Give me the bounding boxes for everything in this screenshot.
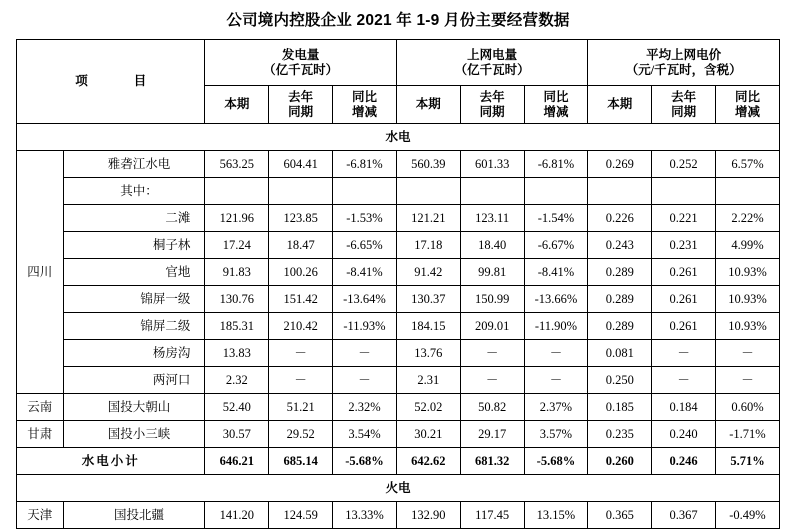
- row-name: 国投小三峡: [63, 421, 205, 448]
- row-value: 642.62: [396, 448, 460, 475]
- header-price-change-line1: 同比: [734, 90, 760, 105]
- row-value: 52.40: [205, 394, 269, 421]
- row-value: 29.52: [269, 421, 333, 448]
- row-value: 91.83: [205, 259, 269, 286]
- row-value: 0.60%: [716, 394, 780, 421]
- table-row: [17, 286, 780, 313]
- row-value: 5.71%: [716, 448, 780, 475]
- row-value: 2.31: [396, 367, 460, 394]
- header-price-change-line2: 增减: [734, 104, 760, 119]
- header-gen-change-line1: 同比: [351, 90, 377, 105]
- row-value: 18.40: [460, 232, 524, 259]
- page-title: 公司境内控股企业 2021 年 1-9 月份主要经营数据: [226, 12, 570, 29]
- row-name: 国投北疆: [63, 502, 205, 529]
- table-row: [17, 421, 780, 448]
- header-ongrid-change: [524, 86, 588, 124]
- row-value: －: [524, 367, 588, 394]
- table-row: [17, 232, 780, 259]
- row-value: 0.367: [652, 502, 716, 529]
- row-value: －: [652, 340, 716, 367]
- row-value: [716, 178, 780, 205]
- row-value: 2.37%: [524, 394, 588, 421]
- row-value: －: [333, 367, 397, 394]
- table-row: [17, 502, 780, 529]
- row-value: 0.365: [588, 502, 652, 529]
- row-value: -13.66%: [524, 286, 588, 313]
- row-value: 0.185: [588, 394, 652, 421]
- row-value: 685.14: [269, 448, 333, 475]
- row-value: 0.246: [652, 448, 716, 475]
- row-value: 0.260: [588, 448, 652, 475]
- row-value: 52.02: [396, 394, 460, 421]
- table-row: [17, 394, 780, 421]
- header-group-ongrid-line1: 上网电量: [467, 48, 518, 63]
- row-value: [333, 178, 397, 205]
- header-item: 项 目: [17, 40, 205, 124]
- row-value: 150.99: [460, 286, 524, 313]
- row-value: 0.231: [652, 232, 716, 259]
- row-province: 云南: [17, 394, 64, 421]
- row-value: 130.37: [396, 286, 460, 313]
- row-value: 0.226: [588, 205, 652, 232]
- row-value: 0.261: [652, 259, 716, 286]
- row-name: 水电小计: [17, 448, 205, 475]
- row-value: 51.21: [269, 394, 333, 421]
- header-group-ongrid: [396, 40, 587, 86]
- row-value: 0.243: [588, 232, 652, 259]
- row-value: 2.32%: [333, 394, 397, 421]
- row-value: -5.68%: [524, 448, 588, 475]
- row-name: 锦屏一级: [63, 286, 205, 313]
- section-label: 水电: [17, 124, 780, 151]
- row-value: -1.54%: [524, 205, 588, 232]
- row-value: 0.289: [588, 286, 652, 313]
- row-value: 0.289: [588, 259, 652, 286]
- row-value: 184.15: [396, 313, 460, 340]
- row-value: 141.20: [205, 502, 269, 529]
- header-ongrid-lastyear-line1: 去年: [479, 90, 505, 105]
- row-value: 123.85: [269, 205, 333, 232]
- row-value: [396, 178, 460, 205]
- row-value: -0.49%: [716, 502, 780, 529]
- row-value: 209.01: [460, 313, 524, 340]
- row-value: 2.22%: [716, 205, 780, 232]
- header-group-price: [588, 40, 780, 86]
- header-group-ongrid-line2: （亿千瓦时）: [454, 62, 530, 77]
- header-ongrid-current: [396, 86, 460, 124]
- header-gen-current-line1: 本期: [224, 97, 250, 112]
- row-value: 10.93%: [716, 286, 780, 313]
- row-value: 13.33%: [333, 502, 397, 529]
- header-group-price-line2: （元/千瓦时，含税）: [625, 62, 742, 77]
- row-value: 0.081: [588, 340, 652, 367]
- row-name: 桐子林: [63, 232, 205, 259]
- table-row: [17, 313, 780, 340]
- table-row: [17, 151, 780, 178]
- header-gen-lastyear: [269, 86, 333, 124]
- row-value: 50.82: [460, 394, 524, 421]
- row-value: 0.252: [652, 151, 716, 178]
- operating-data-table: [16, 39, 780, 529]
- header-group-price-line1: 平均上网电价: [646, 48, 722, 63]
- row-value: 10.93%: [716, 259, 780, 286]
- row-value: 0.269: [588, 151, 652, 178]
- row-value: －: [716, 367, 780, 394]
- row-value: 132.90: [396, 502, 460, 529]
- header-ongrid-change-line2: 增减: [543, 104, 569, 119]
- row-value: -1.53%: [333, 205, 397, 232]
- row-value: [524, 178, 588, 205]
- row-name: 其中：: [63, 178, 205, 205]
- row-value: -6.81%: [524, 151, 588, 178]
- row-value: 10.93%: [716, 313, 780, 340]
- table-body: [17, 124, 780, 529]
- row-province: 四川: [17, 151, 64, 394]
- header-group-generation-line2: （亿千瓦时）: [263, 62, 339, 77]
- row-value: 121.21: [396, 205, 460, 232]
- row-name: 两河口: [63, 367, 205, 394]
- header-row-groups: [17, 40, 780, 86]
- header-gen-change: [333, 86, 397, 124]
- row-value: 3.57%: [524, 421, 588, 448]
- row-value: 0.184: [652, 394, 716, 421]
- header-price-change: [716, 86, 780, 124]
- row-value: -11.93%: [333, 313, 397, 340]
- row-value: 0.221: [652, 205, 716, 232]
- row-value: 123.11: [460, 205, 524, 232]
- header-gen-lastyear-line2: 同期: [288, 104, 314, 119]
- row-value: 2.32: [205, 367, 269, 394]
- table-row: [17, 340, 780, 367]
- header-gen-lastyear-line1: 去年: [288, 90, 314, 105]
- row-name: 二滩: [63, 205, 205, 232]
- row-name: 杨房沟: [63, 340, 205, 367]
- header-price-current: [588, 86, 652, 124]
- row-value: －: [269, 367, 333, 394]
- row-value: 30.57: [205, 421, 269, 448]
- row-value: 99.81: [460, 259, 524, 286]
- row-value: 210.42: [269, 313, 333, 340]
- header-group-generation: [205, 40, 396, 86]
- row-value: [588, 178, 652, 205]
- header-group-generation-line1: 发电量: [281, 48, 320, 63]
- row-name: 官地: [63, 259, 205, 286]
- row-value: 4.99%: [716, 232, 780, 259]
- table-header: [17, 40, 780, 124]
- row-value: 18.47: [269, 232, 333, 259]
- row-value: 0.289: [588, 313, 652, 340]
- row-province: 天津: [17, 502, 64, 529]
- row-value: 151.42: [269, 286, 333, 313]
- row-value: 563.25: [205, 151, 269, 178]
- row-value: 121.96: [205, 205, 269, 232]
- header-ongrid-lastyear-line2: 同期: [479, 104, 505, 119]
- row-value: 604.41: [269, 151, 333, 178]
- header-price-lastyear-line1: 去年: [671, 90, 697, 105]
- row-value: 13.76: [396, 340, 460, 367]
- header-ongrid-change-line1: 同比: [543, 90, 569, 105]
- row-value: 0.235: [588, 421, 652, 448]
- row-name: 锦屏二级: [63, 313, 205, 340]
- row-value: －: [652, 367, 716, 394]
- row-value: 30.21: [396, 421, 460, 448]
- row-value: 29.17: [460, 421, 524, 448]
- header-price-current-line1: 本期: [607, 97, 633, 112]
- row-value: -8.41%: [524, 259, 588, 286]
- row-value: 0.240: [652, 421, 716, 448]
- row-value: －: [333, 340, 397, 367]
- row-value: 0.250: [588, 367, 652, 394]
- row-value: －: [460, 367, 524, 394]
- row-value: －: [460, 340, 524, 367]
- row-value: 646.21: [205, 448, 269, 475]
- row-value: 185.31: [205, 313, 269, 340]
- row-value: －: [269, 340, 333, 367]
- row-value: [652, 178, 716, 205]
- row-value: -6.65%: [333, 232, 397, 259]
- row-province: 甘肃: [17, 421, 64, 448]
- row-value: 13.15%: [524, 502, 588, 529]
- row-name: 国投大朝山: [63, 394, 205, 421]
- row-value: -6.67%: [524, 232, 588, 259]
- row-value: 6.57%: [716, 151, 780, 178]
- row-value: 100.26: [269, 259, 333, 286]
- table-row-total: [17, 448, 780, 475]
- row-name: 雅砻江水电: [63, 151, 205, 178]
- section-label: 火电: [17, 475, 780, 502]
- header-ongrid-current-line1: 本期: [415, 97, 441, 112]
- row-value: －: [524, 340, 588, 367]
- row-value: [205, 178, 269, 205]
- table-row: [17, 205, 780, 232]
- row-value: 3.54%: [333, 421, 397, 448]
- row-value: -11.90%: [524, 313, 588, 340]
- header-gen-change-line2: 增减: [351, 104, 377, 119]
- table-row: [17, 367, 780, 394]
- row-value: 681.32: [460, 448, 524, 475]
- row-value: 91.42: [396, 259, 460, 286]
- row-value: [269, 178, 333, 205]
- row-value: 17.18: [396, 232, 460, 259]
- table-row: [17, 178, 780, 205]
- row-value: [460, 178, 524, 205]
- header-ongrid-lastyear: [460, 86, 524, 124]
- row-value: -8.41%: [333, 259, 397, 286]
- row-value: 13.83: [205, 340, 269, 367]
- row-value: 130.76: [205, 286, 269, 313]
- row-value: 601.33: [460, 151, 524, 178]
- header-gen-current: [205, 86, 269, 124]
- row-value: 117.45: [460, 502, 524, 529]
- row-value: 0.261: [652, 286, 716, 313]
- section-row: [17, 124, 780, 151]
- row-value: -1.71%: [716, 421, 780, 448]
- row-value: 17.24: [205, 232, 269, 259]
- row-value: -5.68%: [333, 448, 397, 475]
- row-value: -6.81%: [333, 151, 397, 178]
- header-price-lastyear-line2: 同期: [671, 104, 697, 119]
- section-row: [17, 475, 780, 502]
- table-row: [17, 259, 780, 286]
- row-value: －: [716, 340, 780, 367]
- row-value: 560.39: [396, 151, 460, 178]
- header-price-lastyear: [652, 86, 716, 124]
- row-value: 124.59: [269, 502, 333, 529]
- row-value: -13.64%: [333, 286, 397, 313]
- row-value: 0.261: [652, 313, 716, 340]
